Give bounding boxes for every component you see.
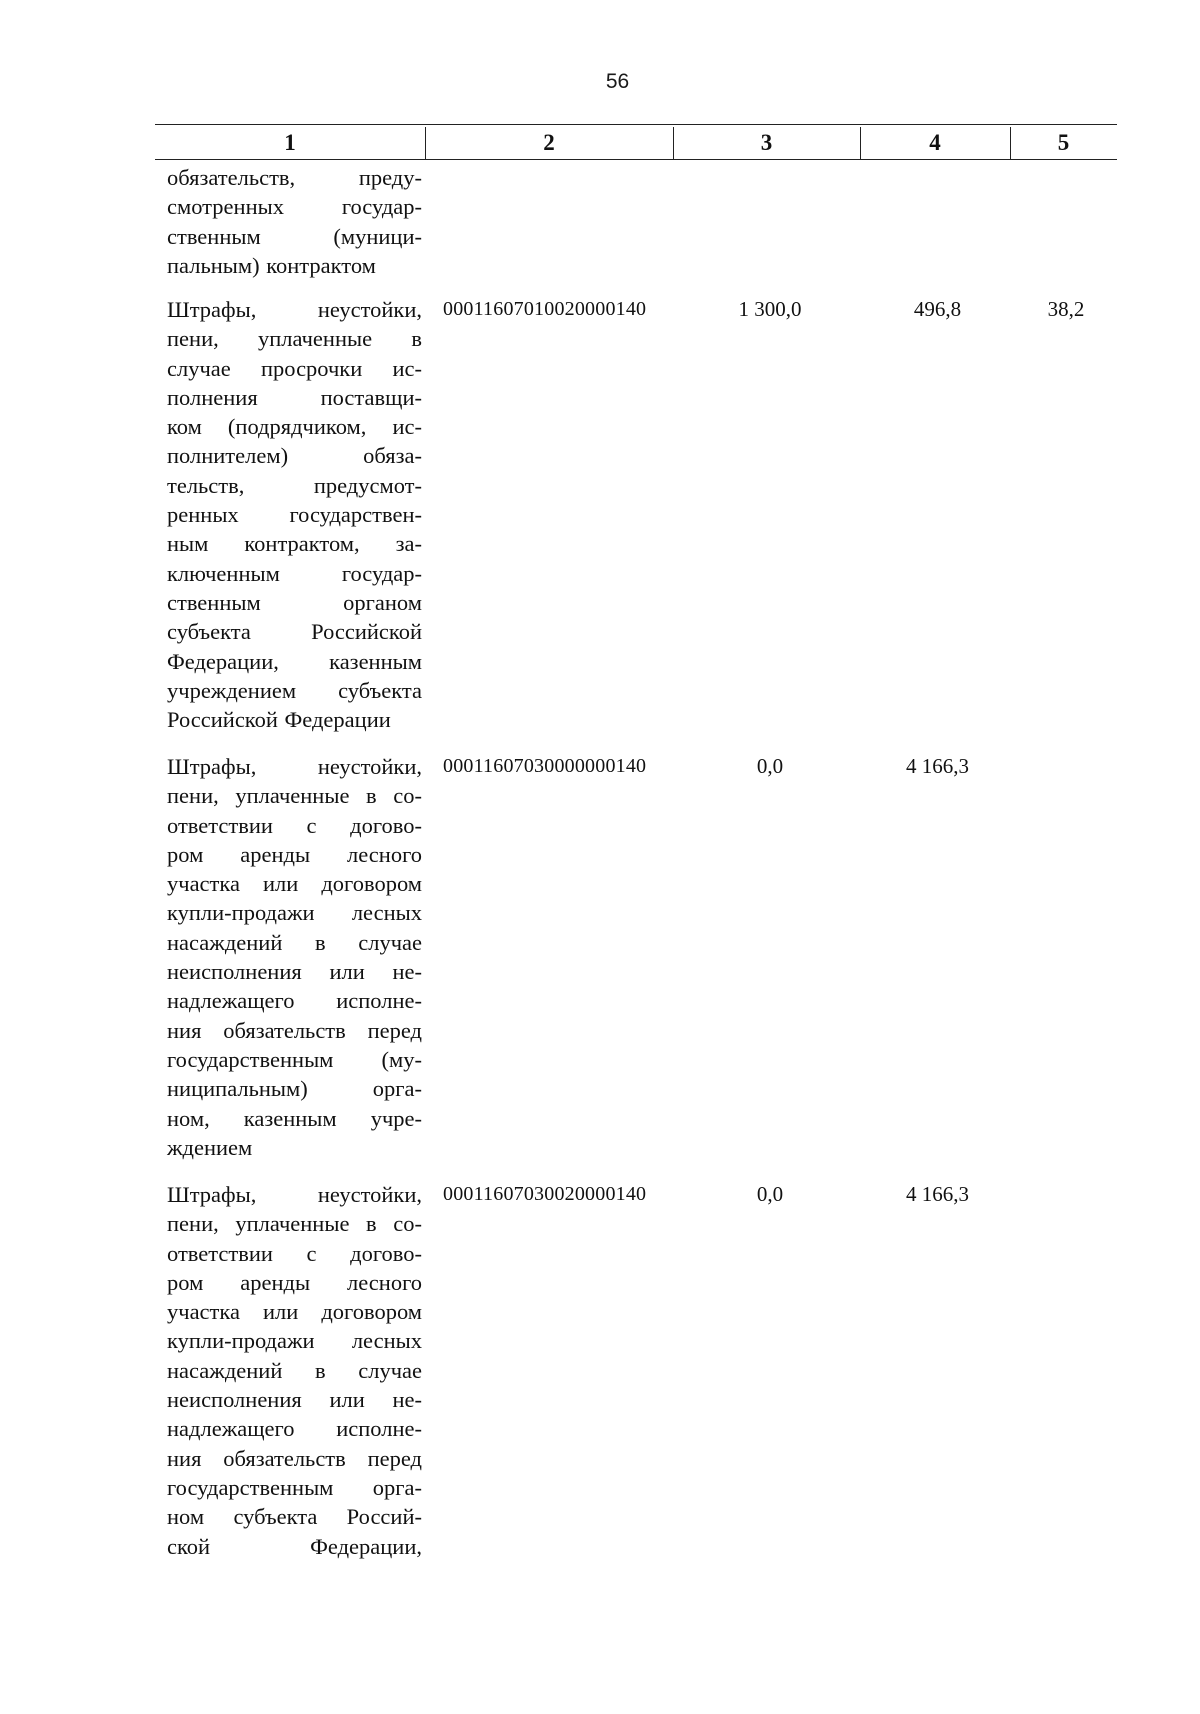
value-col-3: 1 300,0 <box>738 297 802 321</box>
description-line: Штрафы, неустойки, <box>167 297 422 322</box>
value-col-4: 4 166,3 <box>906 1182 969 1206</box>
value-col-5: 38,2 <box>1047 297 1085 321</box>
description-line: ния обязательств перед <box>167 1445 422 1471</box>
description-line: ном субъекта Россий- <box>167 1504 422 1530</box>
description-line: насаждений в случае <box>167 929 422 955</box>
description-line: надлежащего исполне- <box>167 1416 422 1442</box>
description-line: купли-продажи лесных <box>167 1328 422 1354</box>
description-line: ренных государствен- <box>167 502 422 528</box>
row-description <box>167 1180 422 1561</box>
description-line: случае просрочки ис- <box>167 355 422 381</box>
description-line: Штрафы, неустойки, <box>167 754 422 779</box>
header-col-3: 3 <box>760 130 773 155</box>
description-line: участка или договором <box>167 871 422 897</box>
description-line: насаждений в случае <box>167 1357 422 1383</box>
value-col-4: 496,8 <box>913 297 962 321</box>
table-top-rule <box>155 124 1117 125</box>
description-line: ответствии с догово- <box>167 812 422 838</box>
description-line: ответствии с догово- <box>167 1240 422 1266</box>
description-line: участка или договором <box>167 1299 422 1325</box>
description-line: Российской Федерации <box>167 707 391 733</box>
header-col-4: 4 <box>929 130 941 155</box>
description-line: полнителем) обяза- <box>167 443 422 469</box>
description-line: пальным) контрактом <box>167 252 376 278</box>
budget-code: 00011607010020000140 <box>443 298 647 320</box>
description-line: пени, уплаченные в со- <box>167 1211 422 1237</box>
description-line: ственным органом <box>167 589 422 615</box>
row-description <box>167 752 422 1162</box>
budget-code: 00011607030020000140 <box>443 1183 647 1205</box>
description-line: ния обязательств перед <box>167 1017 422 1043</box>
description-line: надлежащего исполне- <box>167 988 422 1014</box>
description-line: ниципальным) орга- <box>167 1076 422 1102</box>
description-line: ключенным государ- <box>167 560 422 586</box>
description-line: Штрафы, неустойки, <box>167 1182 422 1207</box>
description-line: тельств, предусмот- <box>167 472 422 498</box>
header-col-1: 1 <box>284 130 296 155</box>
description-line: ром аренды лесного <box>167 1269 422 1295</box>
description-line: ром аренды лесного <box>167 841 422 867</box>
description-line: ном, казенным учре- <box>167 1105 422 1131</box>
description-line: купли-продажи лесных <box>167 900 422 926</box>
row-description <box>167 163 422 280</box>
description-line: субъекта Российской <box>167 619 422 645</box>
description-line: ком (подрядчиком, ис- <box>167 414 422 440</box>
table-header <box>155 127 1117 160</box>
description-line: государственным орга- <box>167 1474 422 1500</box>
description-line: ственным (муници- <box>167 223 422 249</box>
value-col-3: 0,0 <box>756 1182 784 1206</box>
description-line: смотренных государ- <box>167 194 422 220</box>
description-line: учреждением субъекта <box>167 677 422 703</box>
description-line: полнения поставщи- <box>167 384 422 410</box>
value-col-4: 4 166,3 <box>906 754 969 778</box>
row-description <box>167 295 422 734</box>
description-line: Федерации, казенным <box>167 648 422 674</box>
description-line: пени, уплаченные в со- <box>167 783 422 809</box>
description-line: ской Федерации, <box>167 1533 422 1559</box>
page-number: 56 <box>605 70 630 93</box>
description-line: пени, уплаченные в <box>167 326 422 352</box>
header-col-5: 5 <box>1057 130 1070 155</box>
description-line: обязательств, преду- <box>167 165 422 190</box>
header-col-2: 2 <box>543 130 555 155</box>
description-line: ным контрактом, за- <box>167 531 422 557</box>
description-line: государственным (му- <box>167 1046 422 1072</box>
description-line: неисполнения или не- <box>167 959 422 985</box>
budget-code: 00011607030000000140 <box>443 755 647 777</box>
value-col-3: 0,0 <box>756 754 784 778</box>
description-line: неисполнения или не- <box>167 1387 422 1413</box>
description-line: ждением <box>167 1134 253 1160</box>
